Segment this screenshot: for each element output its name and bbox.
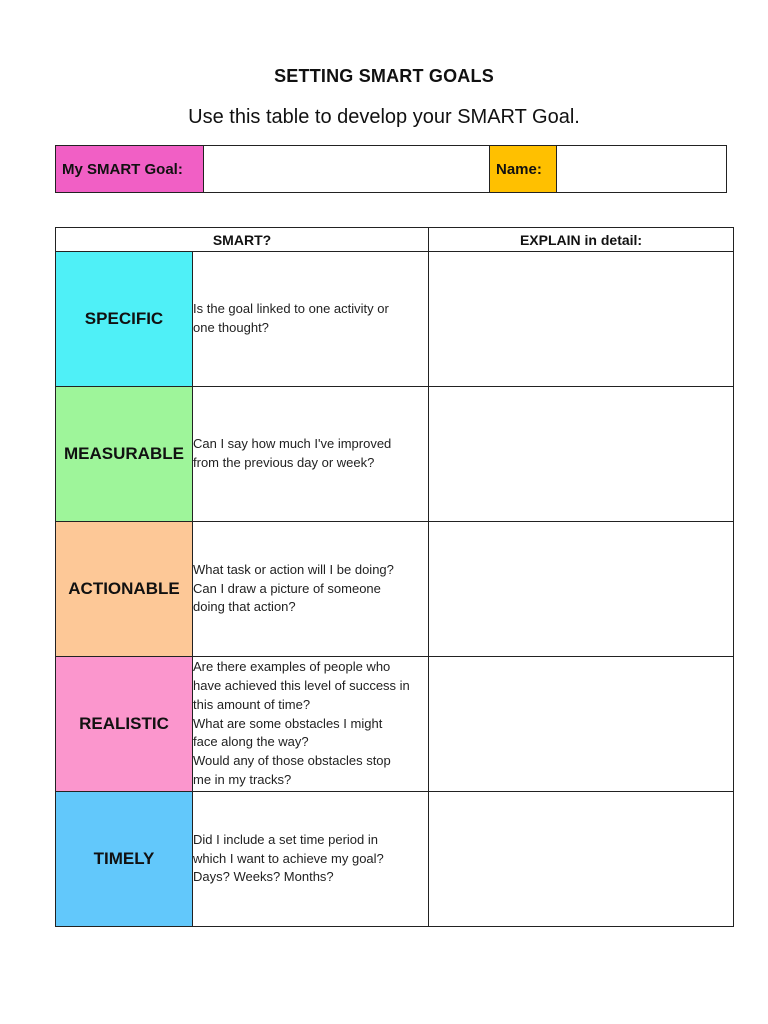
question-measurable: Can I say how much I've improved from the previous day or week? [193, 387, 429, 522]
name-input-field[interactable] [557, 146, 726, 192]
explain-field-realistic[interactable] [429, 657, 734, 792]
table-row-specific [56, 252, 734, 387]
question-specific: Is the goal linked to one activity or one thought? [193, 252, 429, 387]
question-actionable: What task or action will I be doing? Can I draw a picture of someone doing that action? [193, 522, 429, 657]
table-row-realistic [56, 657, 734, 792]
question-timely: Did I include a set time period in which I want to achieve my goal? Days? Weeks? Months? [193, 792, 429, 927]
category-timely: TIMELY [56, 792, 193, 927]
header-smart: SMART? [56, 228, 429, 252]
category-realistic: REALISTIC [56, 657, 193, 792]
explain-field-measurable[interactable] [429, 387, 734, 522]
category-specific: SPECIFIC [56, 252, 193, 387]
page-title: SETTING SMART GOALS [274, 66, 494, 86]
table-row-timely [56, 792, 734, 927]
header-explain: EXPLAIN in detail: [429, 228, 734, 252]
table-row-measurable [56, 387, 734, 522]
category-measurable: MEASURABLE [56, 387, 193, 522]
table-row-actionable [56, 522, 734, 657]
goal-label: My SMART Goal: [56, 146, 204, 192]
explain-field-actionable[interactable] [429, 522, 734, 657]
name-label: Name: [490, 146, 557, 192]
page-subtitle: Use this table to develop your SMART Goal. [188, 106, 580, 128]
question-realistic: Are there examples of people who have achieved this level of success in this amount of time? What are some obstacles I might face along the way? Would any of those obstacles stop me in my tracks? [193, 657, 429, 792]
table-header-row [56, 228, 734, 252]
category-actionable: ACTIONABLE [56, 522, 193, 657]
explain-field-timely[interactable] [429, 792, 734, 927]
explain-field-specific[interactable] [429, 252, 734, 387]
goal-bar [55, 145, 727, 193]
goal-input-field[interactable] [204, 146, 490, 192]
smart-table [55, 227, 734, 927]
